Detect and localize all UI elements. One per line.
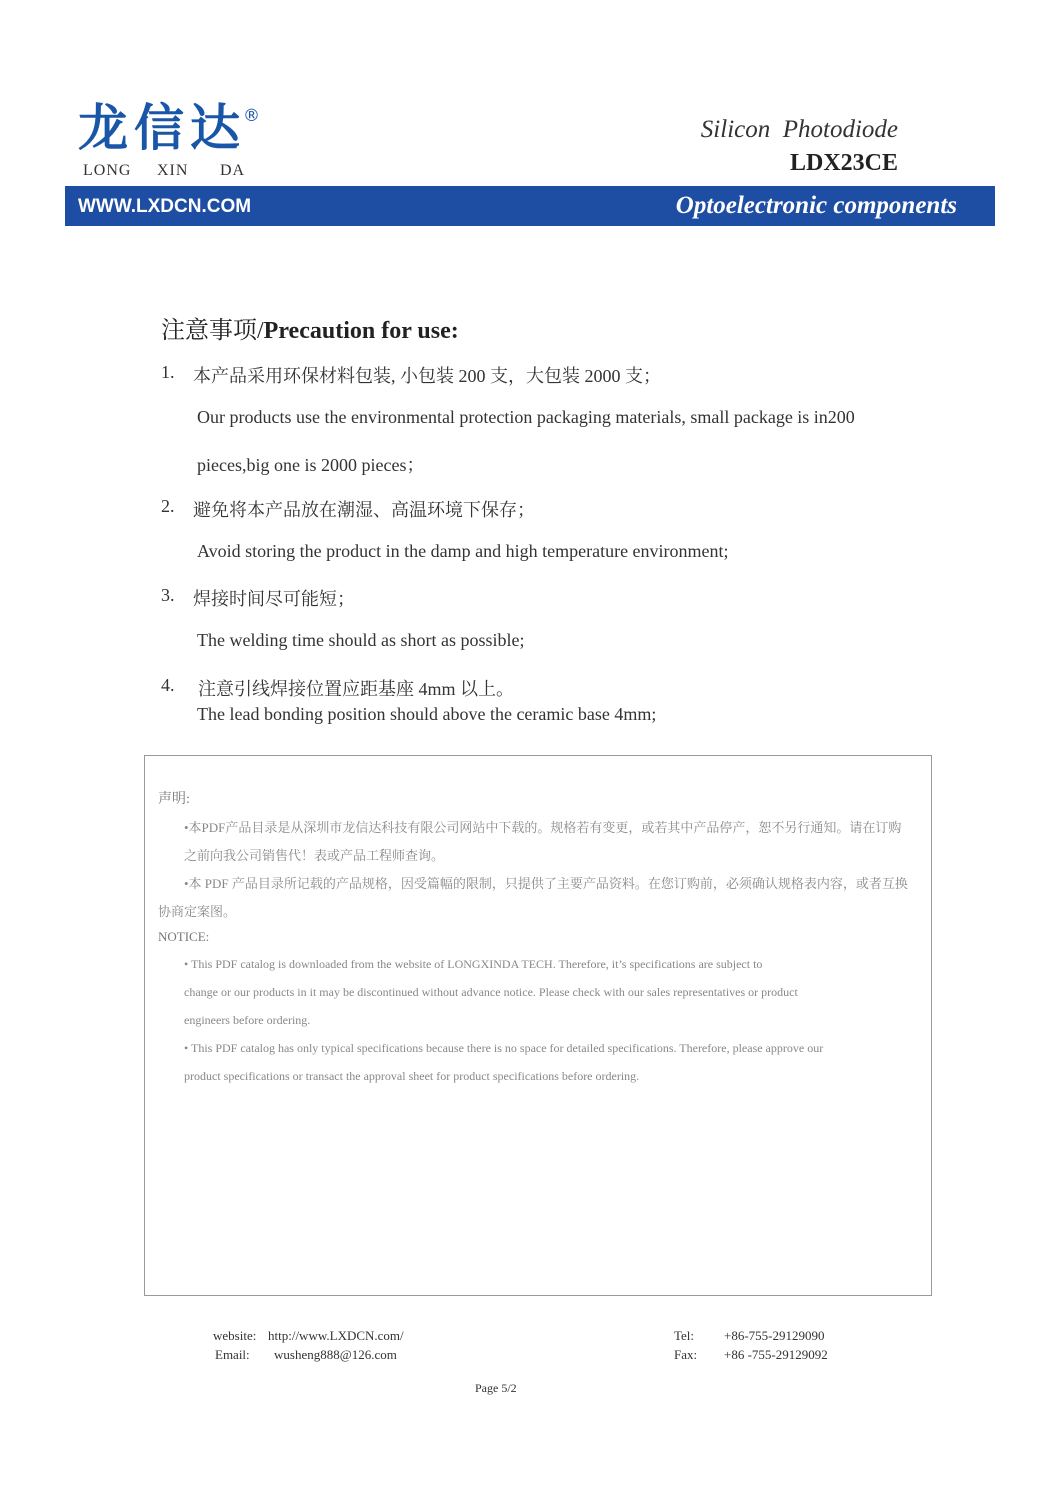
- footer-website-link[interactable]: http://www.LXDCN.com/: [268, 1328, 404, 1343]
- notice-heading-cn: 声明:: [158, 792, 190, 807]
- footer-tel-label: Tel:: [674, 1328, 695, 1343]
- category-banner: Optoelectronic components: [675, 192, 957, 219]
- item-1-en-line1: Our products use the environmental protection packaging materials, small package is in200: [197, 407, 855, 427]
- footer-fax-label: Fax:: [674, 1347, 698, 1362]
- item-1-number: 1.: [161, 362, 175, 382]
- item-1-en-line2: pieces,big one is 2000 pieces；: [197, 455, 425, 475]
- item-2-en-line1: Avoid storing the product in the damp and high temperature environment;: [197, 541, 729, 561]
- registered-mark: ®: [243, 106, 260, 126]
- notice-en-line1: • This PDF catalog is downloaded from the website of LONGXINDA TECH. Therefore, it’s specifications are subject to: [184, 957, 763, 971]
- footer-email-label: Email:: [215, 1347, 250, 1362]
- product-line-title: Silicon Photodiode: [700, 116, 898, 143]
- item-3-number: 3.: [161, 585, 175, 605]
- item-3-cn: 焊接时间尽可能短；: [193, 589, 355, 609]
- logo-chinese: 龙信达: [78, 99, 246, 157]
- footer-email-link[interactable]: wusheng888@126.com: [274, 1347, 397, 1362]
- page-number: Page 5/2: [475, 1381, 517, 1395]
- footer-fax-value: +86 -755-29129092: [724, 1347, 828, 1362]
- notice-heading-en: NOTICE:: [158, 929, 210, 944]
- notice-cn-line3: •本 PDF 产品目录所记载的产品规格，因受篇幅的限制，只提供了主要产品资料。在您订购前，必须确认规格表内容，或者互换: [184, 876, 908, 891]
- footer-tel-value: +86-755-29129090: [724, 1328, 825, 1343]
- item-3-en-line1: The welding time should as short as possible;: [197, 630, 525, 650]
- website-banner: WWW.LXDCN.COM: [78, 196, 252, 217]
- precautions-title-cn: 注意事项/: [161, 318, 264, 344]
- item-2-cn: 避免将本产品放在潮湿、高温环境下保存；: [193, 500, 535, 520]
- logo-english-long: LONG: [83, 162, 132, 179]
- notice-en-line4: • This PDF catalog has only typical specifications because there is no space for detailed specifications. Therefore, please approve our: [184, 1041, 824, 1055]
- precautions-title-en: Precaution for use:: [263, 318, 459, 344]
- item-1-cn: 本产品采用环保材料包装, 小包装 200 支，大包装 2000 支；: [193, 366, 661, 386]
- item-4-number: 4.: [161, 675, 175, 695]
- notice-en-line5: product specifications or transact the approval sheet for product specifications before ordering.: [184, 1069, 640, 1083]
- notice-cn-line1: •本PDF产品目录是从深圳市龙信达科技有限公司网站中下载的。规格若有变更，或若其中产品停产，恕不另行通知。请在订购: [184, 820, 902, 835]
- item-4-cn: 注意引线焊接位置应距基座 4mm 以上。: [198, 679, 515, 699]
- logo-english-xin: XIN: [157, 162, 189, 179]
- precautions-title: [161, 310, 459, 345]
- logo-english-da: DA: [220, 162, 246, 179]
- footer-website-label: website:: [213, 1328, 257, 1343]
- item-4-en-line1: The lead bonding position should above the ceramic base 4mm;: [197, 704, 657, 724]
- notice-en-line3: engineers before ordering.: [184, 1013, 311, 1027]
- item-2-number: 2.: [161, 496, 175, 516]
- notice-cn-line2: 之前向我公司销售代！表或产品工程师查询。: [184, 848, 445, 863]
- notice-en-line2: change or our products in it may be discontinued without advance notice. Please check with our sales representatives or product: [184, 985, 798, 999]
- model-title: LDX23CE: [789, 150, 898, 176]
- notice-cn-line4: 协商定案图。: [158, 904, 237, 919]
